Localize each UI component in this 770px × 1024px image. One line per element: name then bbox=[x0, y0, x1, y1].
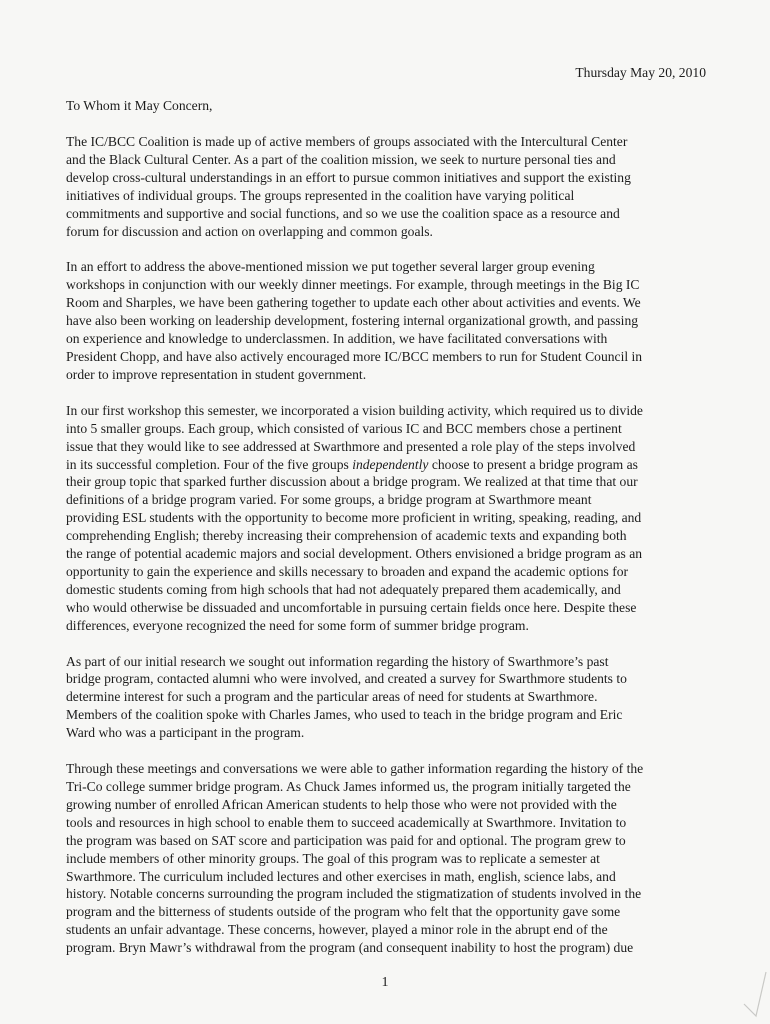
text-line: In our first workshop this semester, we incorporated a vision building activity, which required us to divide bbox=[66, 402, 643, 418]
text-segment: in its successful completion. Four of the five groups bbox=[66, 456, 349, 472]
emphasized-word: independently bbox=[352, 456, 429, 472]
text-line: Through these meetings and conversations we were able to gather information regarding the history of the bbox=[66, 761, 644, 777]
text-line: Swarthmore. The curriculum included lectures and other exercises in math, english, science labs, and bbox=[66, 868, 616, 884]
text-line: into 5 smaller groups. Each group, which consisted of various IC and BCC members chose a pertinent bbox=[66, 420, 622, 436]
text-line: history. Notable concerns surrounding the program included the stigmatization of students involved in the bbox=[66, 886, 642, 902]
paragraph-2 bbox=[66, 258, 708, 383]
text-line: Room and Sharples, we have been gathering together to update each other about activities and events. We bbox=[66, 295, 641, 311]
text-line: As part of our initial research we sought out information regarding the history of Swarthmore’s past bbox=[66, 653, 609, 669]
scan-corner-mark bbox=[730, 964, 770, 1024]
text-line: differences, everyone recognized the need for some form of summer bridge program. bbox=[66, 617, 529, 633]
text-line: In an effort to address the above-mentioned mission we put together several larger group evening bbox=[66, 259, 595, 275]
text-line: President Chopp, and have also actively encouraged more IC/BCC members to run for Student Council in bbox=[66, 348, 643, 364]
text-line-with-emphasis bbox=[66, 456, 708, 474]
text-line: domestic students coming from high schools that had not adequately prepared them academically, and bbox=[66, 581, 621, 597]
text-line: the range of potential academic majors and social development. Others envisioned a bridge program as an bbox=[66, 546, 643, 562]
text-line: providing ESL students with the opportunity to become more proficient in writing, speaking, reading, and bbox=[66, 510, 642, 526]
text-line: program. Bryn Mawr’s withdrawal from the program (and consequent inability to host the program) due bbox=[66, 940, 634, 956]
text-line: growing number of enrolled African American students to help those who were not provided with the bbox=[66, 796, 617, 812]
page-number: 1 bbox=[381, 975, 389, 990]
text-line: on experience and knowledge to underclassmen. In addition, we have facilitated conversations with bbox=[66, 331, 608, 347]
text-line: Tri-Co college summer bridge program. As Chuck James informed us, the program initially targeted the bbox=[66, 779, 631, 794]
paragraph-1 bbox=[66, 133, 708, 240]
text-line: issue that they would like to see addressed at Swarthmore and presented a role play of the steps involved bbox=[66, 438, 636, 454]
text-line: tools and resources in high school to enable them to succeed academically at Swarthmore. Invitation to bbox=[66, 814, 627, 830]
text-line: forum for discussion and action on overlapping and common goals. bbox=[66, 223, 433, 239]
text-line: who would otherwise be dissuaded and uncomfortable in pursuing certain fields once here. Despite these bbox=[66, 599, 637, 615]
paragraph-3 bbox=[66, 402, 708, 635]
text-line: workshops in conjunction with our weekly dinner meetings. For example, through meetings in the Big IC bbox=[66, 277, 640, 293]
text-line: commitments and supportive and social functions, and so we use the coalition space as a resource and bbox=[66, 205, 620, 221]
text-line: Ward who was a participant in the program. bbox=[66, 725, 305, 741]
salutation: To Whom it May Concern, bbox=[66, 98, 213, 113]
text-line: their group topic that sparked further discussion about a bridge program. We realized at that time that our bbox=[66, 474, 638, 490]
text-line: develop cross-cultural understandings in an effort to pursue common initiatives and support the existing bbox=[66, 169, 631, 185]
text-line: definitions of a bridge program varied. For some groups, a bridge program at Swarthmore meant bbox=[66, 492, 592, 508]
text-line: bridge program, contacted alumni who were involved, and created a survey for Swarthmore students to bbox=[66, 671, 627, 687]
text-line: order to improve representation in student government. bbox=[66, 366, 367, 382]
text-line: comprehending English; thereby increasing their comprehension of academic texts and expanding both bbox=[66, 528, 627, 544]
text-line: the program was based on SAT score and participation was paid for and optional. The program grew to bbox=[66, 832, 626, 848]
text-line: determine interest for such a program and the particular areas of need for students at Swarthmore. bbox=[66, 689, 598, 705]
text-line: include members of other minority groups. The goal of this program was to replicate a semester at bbox=[66, 850, 600, 866]
text-line: and the Black Cultural Center. As a part of the coalition mission, we seek to nurture personal ties and bbox=[66, 151, 616, 167]
text-line: opportunity to gain the experience and skills necessary to broaden and expand the academic options for bbox=[66, 563, 629, 579]
text-line: initiatives of individual groups. The groups represented in the coalition have varying political bbox=[66, 187, 575, 203]
text-segment: choose to present a bridge program as bbox=[431, 456, 638, 472]
text-line: Members of the coalition spoke with Charles James, who used to teach in the bridge program and Eric bbox=[66, 707, 623, 723]
text-line: program and the bitterness of students outside of the program who felt that the opportunity gave some bbox=[66, 904, 621, 920]
paragraph-4 bbox=[66, 653, 708, 743]
letter-body bbox=[66, 133, 708, 975]
letter-date: Thursday May 20, 2010 bbox=[575, 65, 706, 80]
text-line: The IC/BCC Coalition is made up of active members of groups associated with the Intercultural Center bbox=[66, 134, 628, 149]
paragraph-5 bbox=[66, 760, 708, 957]
text-line: students an unfair advantage. These concerns, however, played a minor role in the abrupt end of the bbox=[66, 922, 608, 938]
text-line: have also been working on leadership development, fostering internal organizational growth, and passing bbox=[66, 313, 639, 329]
